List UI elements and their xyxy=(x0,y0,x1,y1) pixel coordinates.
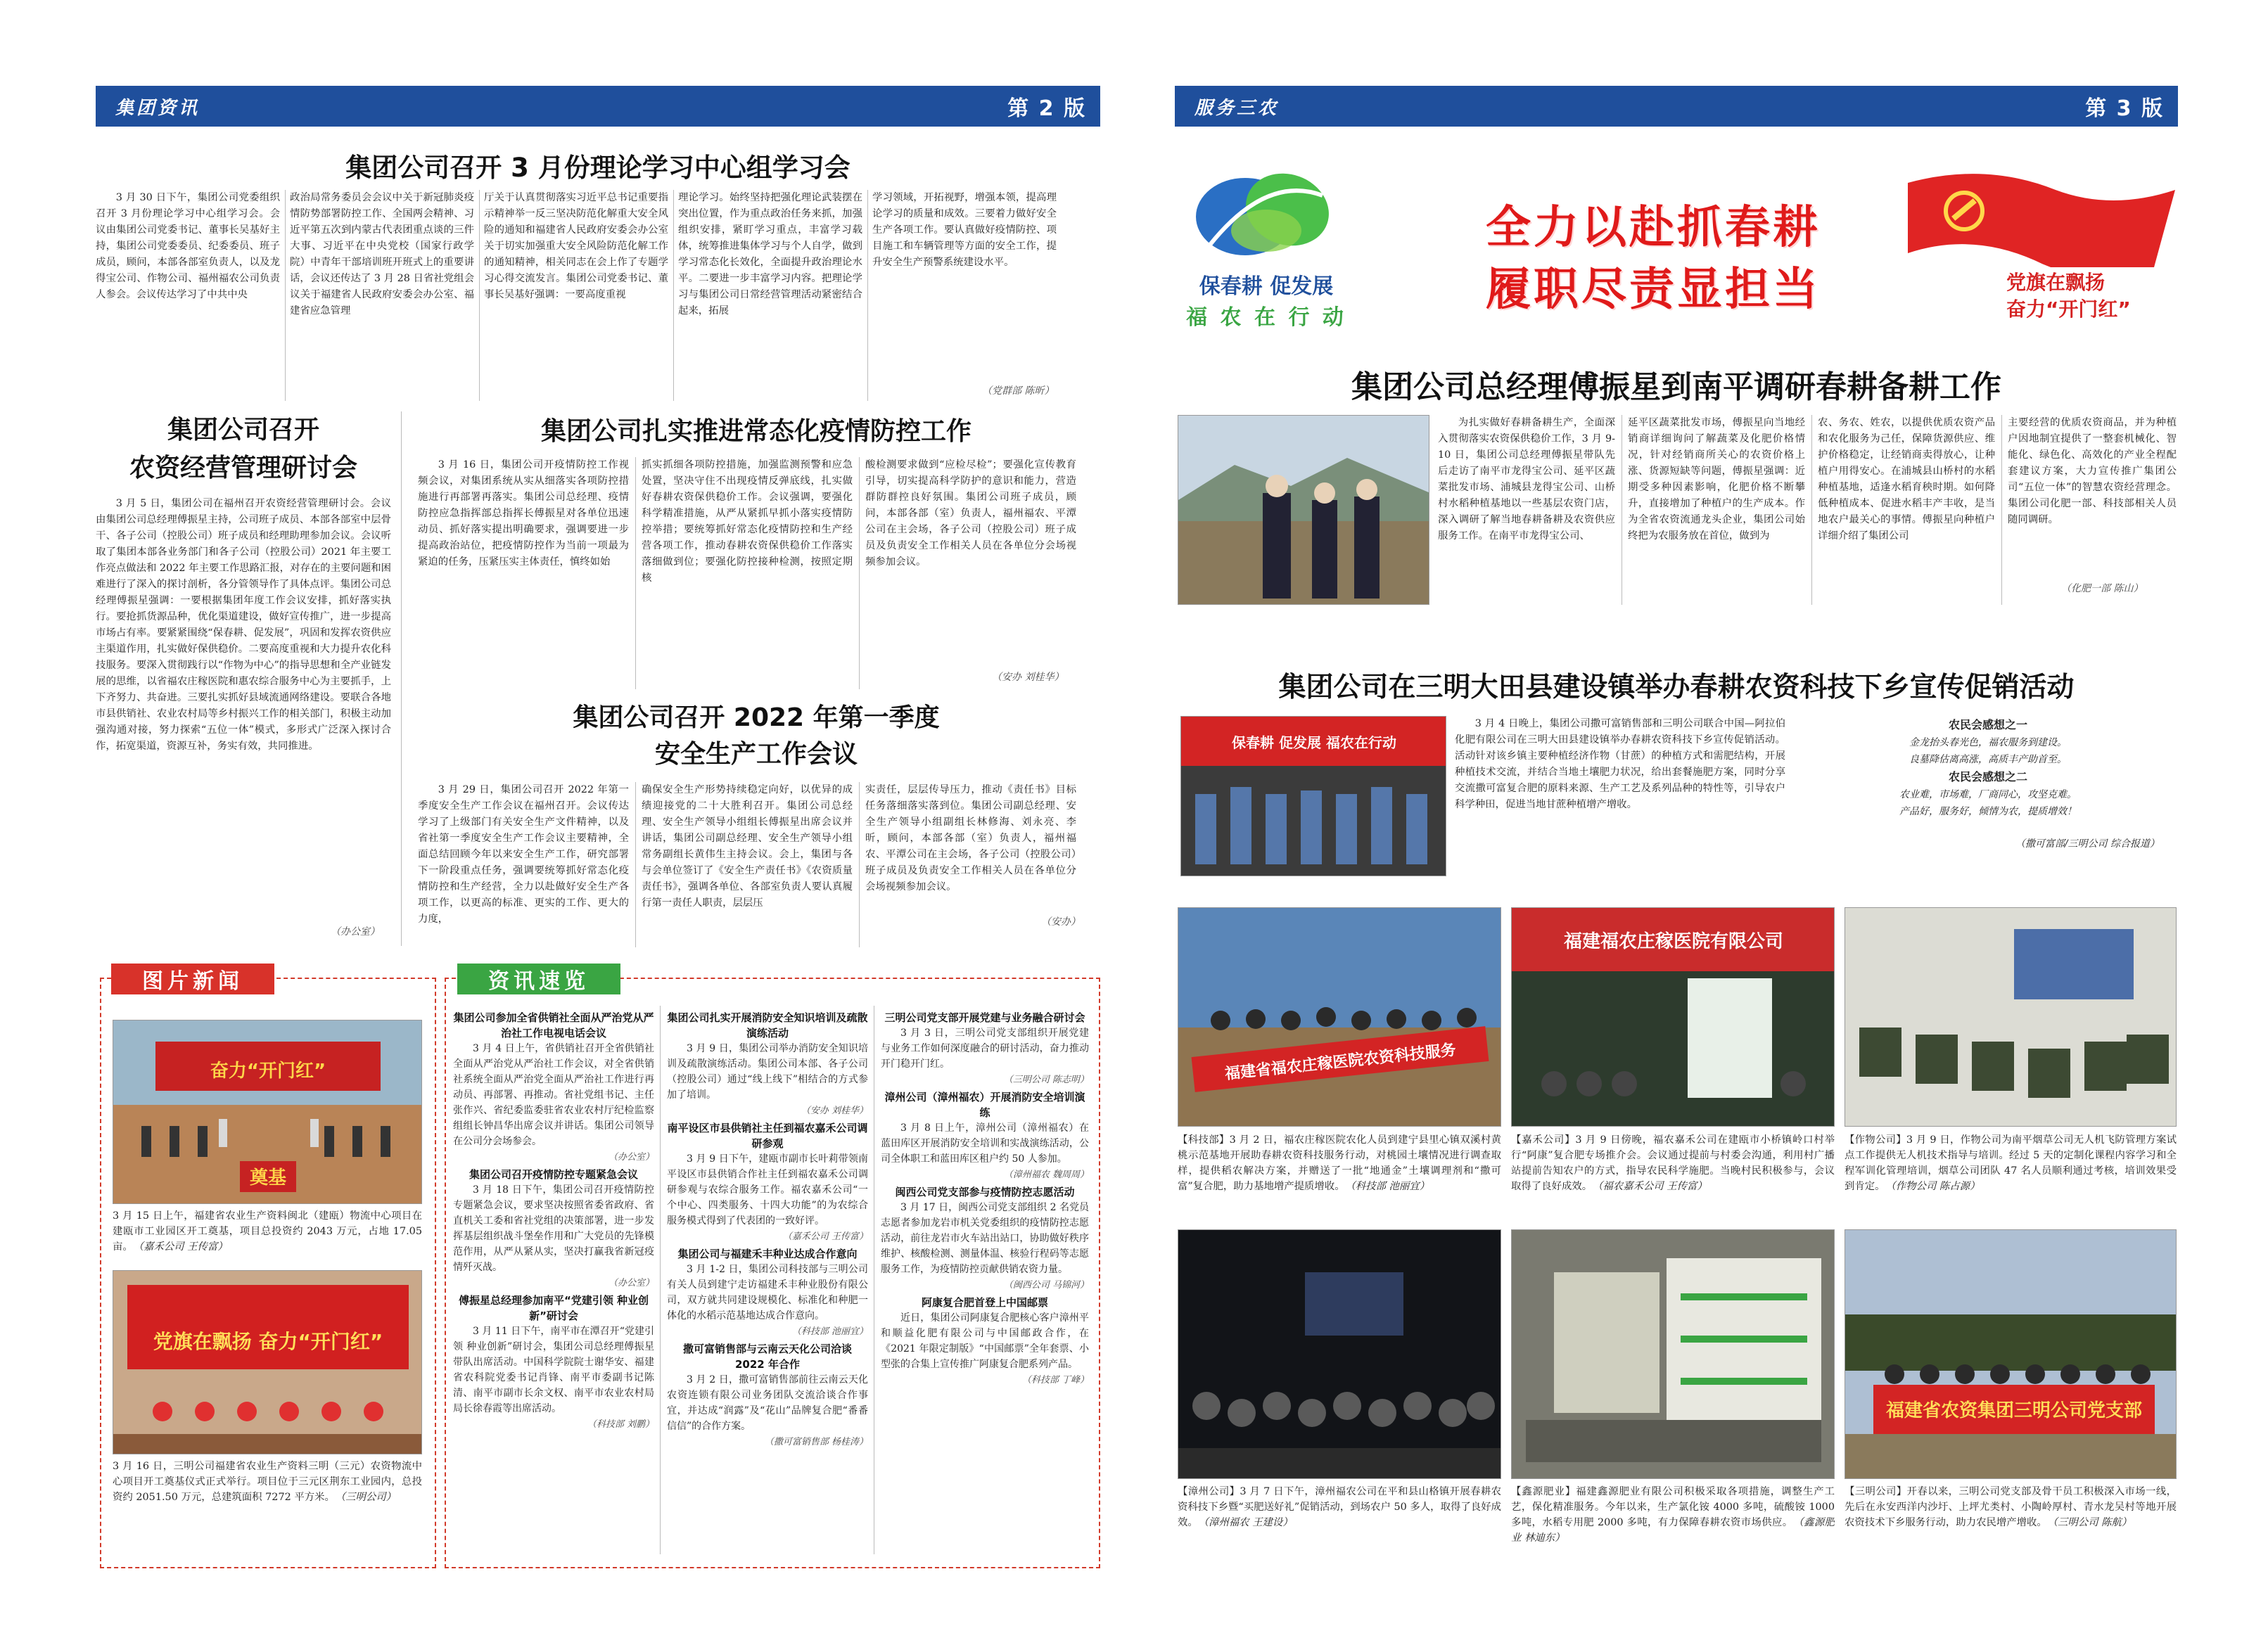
brief-item xyxy=(881,1089,1089,1180)
column-divider xyxy=(673,190,674,401)
caption-signature: （福农嘉禾公司 王传富） xyxy=(1598,1181,1707,1192)
slogan-banner: 履职尽责显担当 xyxy=(1486,264,1821,316)
brief-body: 3 月 1-2 日，集团公司科技部与三明公司有关人员到建宁走访福建禾丰种业股份有限公司，双方就共同建设规模化、标准化和种肥一体化的水稻示范基地达成合作意向。 xyxy=(667,1264,868,1321)
article-headline: 集团公司总经理傅振星到南平调研春耕备耕工作 xyxy=(1351,369,2001,405)
article-body: 3 月 5 日，集团公司在福州召开农资经营管理研讨会。会议由集团公司总经理傅振星主持，公司班子成员、本部各部室中层骨干、各子公司（控股公司）班子成员和经理助理参加会议。会议听取了集团本部各业务部门和各子公司（控股公司）2021 年主要工作亮点做法和 2022 年主要工作思路汇报，对存在的主要问题和困难进行了深入的探讨剖析，各分管领导作了具体点评。集团公司总经理傅振星强调：一要根据集团年度工作会议安排，抓好落实执行。要抢抓货源品种，优化渠道建设，做好宣传推广，进一步提高市场占有率。要紧紧围绕“保春耕、促发展”，巩固和发挥农资供应主渠道作用，扎实做好保供稳价。二要高度重视和大力提升农化科技服务。要深入贯彻践行以“作物为中心”的指导思想和全产业链发展的思维，以省福农庄稼医院和惠农综合服务中心为主要抓手，上下齐努力、共奋进。三要扎实抓好县域流通网络建设。要联合各地市县供销社、农业农村局等乡村振兴工作的相关部门，积极主动加强沟通对接，努力探索“五位一体”模式，多形式广泛深入探讨合作，拓宽渠道，资源互补，务实有效，共同推进。 xyxy=(96,498,391,752)
party-flag-icon xyxy=(1901,162,2182,267)
brief-title: 撒可富销售部与云南云天化公司洽谈 2022 年合作 xyxy=(682,1343,852,1371)
column-divider xyxy=(401,411,402,946)
caption-signature: （漳州福农 王建设） xyxy=(1203,1517,1293,1528)
column-divider xyxy=(635,457,636,689)
brief-body: 3 月 9 日，集团公司举办消防安全知识培训及疏散演练活动。集团公司本部、各子公司（控股公司）通过“线上线下”相结合的方式参加了培训。 xyxy=(667,1043,868,1101)
column-divider xyxy=(859,782,860,947)
briefs-tag: 资讯速览 xyxy=(457,964,620,994)
farmer-poems xyxy=(1799,716,2177,885)
column-divider xyxy=(859,457,860,689)
grid-photo xyxy=(1845,907,2177,1127)
brief-item xyxy=(453,1010,654,1163)
article-signature: （办公室） xyxy=(331,926,380,937)
brief-item xyxy=(667,1120,868,1242)
column-divider xyxy=(660,1006,661,1554)
brief-item xyxy=(453,1167,654,1288)
brief-item xyxy=(881,1010,1089,1085)
grid-caption: 【漳州公司】3 月 7 日下午，漳州福农公司在平和县山格镇开展春耕农资科技下乡暨“买肥送好礼”促销活动，到场农户 50 多人，取得了良好成效。 （漳州福农 王建设） xyxy=(1178,1486,1501,1528)
caption-signature: （三明公司 陈航） xyxy=(2052,1517,2132,1528)
brief-body: 3 月 17 日，闽西公司党支部组织 2 名党员志愿者参加龙岩市机关党委组织的疫情防控志愿活动，前往龙岩市火车站出站口，协助做好秩序维护、核酸检测、测量体温、核验行程码等志愿服务工作，为疫情防控贡献供销农资力量。 xyxy=(881,1202,1089,1275)
groundbreaking-photo xyxy=(113,1020,422,1204)
news-photo xyxy=(113,1020,422,1204)
poem-title: 农民会感想之二 xyxy=(1948,770,2027,783)
article-body: 3 月 16 日，集团公司开疫情防控工作视频会议，对集团系统从实从细落实各项防控措施进行再部署再落实。集团公司总经理、疫情防控应急指挥部总指挥长傅振星对各单位迅速动员、抓好落实提出明确要求，强调要进一步提高政治站位，把疫情防控作为当前一项最为紧迫的任务，压紧压实主体责任，慎终如始 xyxy=(418,459,629,568)
slogan-banner: 全力以赴抓春耕 xyxy=(1486,202,1821,254)
photo-banner: 保春耕 促发展 福农在行动 xyxy=(1232,734,1396,751)
article-body: 厅关于认真贯彻落实习近平总书记重要指示精神举一反三坚决防范化解重大安全风险的通知和福建省人民政府安委会办公室关于切实加强重大安全风险防范化解工作的通知精神，相关同志在会上作了专题学习心得交流发言。集团公司党委书记、董事长吴基好强调：一要高度重视 xyxy=(484,192,668,300)
brief-signature: （办公室） xyxy=(608,1152,654,1163)
brief-signature: （科技部 池丽宜） xyxy=(791,1326,868,1337)
grid-caption: 【作物公司】3 月 9 日，作物公司为南平烟草公司无人机飞防管理方案试点工作提供无人机技术指导与培训。经过 5 天的定制化课程内容学习和全程军训化管理培训，烟草公司团队 47 名人员顺利通过考核，培训效果受到肯定。 （作物公司 陈占源） xyxy=(1845,1134,2177,1192)
grid-caption: 【嘉禾公司】3 月 9 日傍晚，福农嘉禾公司在建瓯市小桥镇岭口村举行“阿康”复合肥专场推介会。会议通过提前与村委会沟通，利用村广播站提前告知农户的方式，指导农民科学施肥。当晚村民积极参与，会议取得了良好成效。 （福农嘉禾公司 王传富） xyxy=(1511,1134,1835,1192)
article-body: 理论学习。始终坚持把强化理论武装摆在突出位置，作为重点政治任务来抓，加强组织安排，紧盯学习重点，丰富学习载体，统筹推进集体学习与个人自学，做到学习常态化长效化，全面提升政治理论水平。二要进一步丰富学习内容。把理论学习与集团公司日常经营管理活动紧密结合起来，拓展 xyxy=(678,192,862,316)
grid-photo xyxy=(1511,1229,1835,1479)
brief-body: 3 月 18 日下午，集团公司召开疫情防控专题紧急会议，要求坚决按照省委省政府、省直机关工委和省社党组的决策部署，进一步发挥基层组织战斗堡垒作用和广大党员的先锋模范作用，从严从紧从实，坚决打赢我省新冠疫情歼灭战。 xyxy=(453,1184,654,1273)
brief-signature: （科技部 丁峰） xyxy=(1021,1375,1089,1385)
brief-title: 漳州公司（漳州福农）开展消防安全培训演练 xyxy=(884,1091,1085,1119)
brief-item xyxy=(667,1246,868,1337)
party-flag-logo xyxy=(1901,162,2182,324)
article-signature: （撒可富部/三明公司 综合报道） xyxy=(2015,838,2160,850)
column-divider xyxy=(635,782,636,947)
poem-line: 金龙抬头春光色，福农服务到建设。 xyxy=(1909,737,2067,748)
page-right xyxy=(1134,0,2268,1645)
article-body: 酸检测要求做到“应检尽检”；要强化宣传教育引导，切实提高科学防护的意识和能力，营造群防群控良好氛围。集团公司班子成员，顾问，本部各部（室）负责人，福州福农、平潭公司在主会场，各子公司（控股公司）班子成员及负责安全工作相关人员在各单位分会场视频参加会议。 xyxy=(865,459,1076,568)
article-body: 政治局常务委员会会议中关于新冠肺炎疫情防势部署防控工作、全国两会精神、习近平第五次到内蒙古代表团重点谈的三件大事、习近平在中央党校（国家行政学院）中青年干部培训班开班式上的重要讲话，会议还传达了 3 月 28 日省社党组会议关于福建省人民政府安委会办公室、福建省应急管理 xyxy=(290,192,474,316)
grid-photo xyxy=(1178,907,1501,1127)
article-body: 延平区蔬菜批发市场，傅振星向当地经销商详细询问了解蔬菜及化肥价格情况，针对经销商所关心的农资价格上涨、货源短缺等问题，傅振星强调：近期受多种因素影响，化肥价格不断攀升，直接增加了种植户的生产成本。作为全省农资流通龙头企业，集团公司始终把为农服务放在首位，做到为 xyxy=(1628,417,1805,542)
article-headline: 集团公司召开 农资经营管理研讨会 xyxy=(129,416,357,482)
brief-signature: （科技部 刘鹏） xyxy=(587,1419,654,1430)
brief-signature: （撒可富销售部 杨桂涛） xyxy=(764,1437,868,1447)
poem-line: 产品好，服务好，倾情为农，提质增效！ xyxy=(1899,806,2077,817)
brief-body: 3 月 2 日，撒可富销售部前往云南云天化农资连锁有限公司业务团队交流洽谈合作事宜，并达成“润露”及“花山”品牌复合肥“番番信信”的合作方案。 xyxy=(667,1374,868,1432)
article-headline: 集团公司召开 3 月份理论学习中心组学习会 xyxy=(345,153,850,183)
party-branch-photo xyxy=(1845,1230,2177,1479)
field-visit-photo xyxy=(1178,416,1429,605)
brief-signature: （漳州福农 魏周周） xyxy=(1003,1170,1089,1180)
photo-news-tag: 图片新闻 xyxy=(111,964,274,994)
briefs-column xyxy=(667,1006,868,1561)
product-promotion-photo xyxy=(1512,908,1835,1127)
article-signature: （党群部 陈昕） xyxy=(982,385,1055,397)
brief-title: 南平设区市县供销社主任到福农嘉禾公司调研参观 xyxy=(667,1122,868,1150)
logo-text: 党旗在飘扬 xyxy=(2006,271,2105,294)
photo-caption: 3 月 15 日上午，福建省农业生产资料闽北（建瓯）物流中心项目在建瓯市工业园区开工奠基，项目总投资约 2043 万元，占地 17.05 亩。 （嘉禾公司 王传富） xyxy=(113,1210,422,1253)
article-signature: （安办） xyxy=(1041,916,1081,928)
brief-body: 3 月 9 日下午，建瓯市副市长叶莉带领南平设区市县供销合作社主任到福农嘉禾公司调研参观与农综合服务工作。福农嘉禾公司“一个中心、四类服务、十四大功能”的为农综合服务模式得到了代表团的一致好评。 xyxy=(667,1153,868,1227)
article-photo xyxy=(1180,716,1446,876)
article-body: 农、务农、姓农，以提供优质农资产品和农化服务为己任，保障货源供应、维护价格稳定，让经销商卖得放心，让种植户用得安心。在浦城县山桥村的水稻种植基地，适逢水稻育秧时期。如何降低种植成本、促进水稻丰产丰收，是当地农户最关心的事情。傅振星向种植户详细介绍了集团公司 xyxy=(1818,417,1995,542)
caption-signature: （作物公司 陈占源） xyxy=(1890,1181,1980,1192)
photo-banner: 福建省农资集团三明公司党支部 xyxy=(1885,1400,2143,1421)
brief-signature: （三明公司 陈志明） xyxy=(1003,1075,1089,1085)
photo-banner: 奠基 xyxy=(249,1167,287,1189)
column-divider xyxy=(2001,415,2002,605)
photo-slogan: 党旗在飘扬 奋力“开门红” xyxy=(153,1330,383,1353)
brief-title: 集团公司召开疫情防控专题紧急会议 xyxy=(469,1168,638,1181)
brief-body: 3 月 4 日上午，省供销社召开全省供销社全面从严治党从严治社工作会议，对全省供销社系统全面从严治党全面从严治社工作进行再动员、再部署、再推动。省社党组书记、主任张作兴、省纪委监委驻省农业农村厅纪检监察组组长钟昌华出席会议并讲话。集团公司领导在公司分会场参会。 xyxy=(453,1043,654,1147)
logo-text: 奋力“开门红” xyxy=(2006,297,2131,321)
caption-signature: （鑫源肥业 林迪东） xyxy=(1511,1517,1835,1544)
brief-title: 傅振星总经理参加南平“党建引领 种业创新”研讨会 xyxy=(458,1294,649,1322)
brief-body: 近日，集团公司阿康复合肥核心客户漳州平和顺益化肥有限公司与中国邮政合作，在《2021 年限定制版》“中国邮票”全年套票、小型张的合集上宣传推广阿康复合肥系列产品。 xyxy=(881,1312,1089,1370)
brief-title: 闽西公司党支部参与疫情防控志愿活动 xyxy=(895,1186,1075,1198)
article-signature: （化肥一部 陈山） xyxy=(2061,583,2143,594)
promotion-event-photo xyxy=(1181,717,1446,876)
article-photo xyxy=(1178,415,1429,605)
caption-signature: （三明公司） xyxy=(340,1492,397,1503)
logo-text: 福 农 在 行 动 xyxy=(1186,305,1346,330)
article-headline: 集团公司在三明大田县建设镇举办春耕农资科技下乡宣传促销活动 xyxy=(1278,672,2075,703)
masthead-left xyxy=(96,86,1100,127)
article-body: 为扎实做好春耕备耕生产，全面深入贯彻落实农资保供稳价工作，3 月 9-10 日，集团公司总经理傅振星带队先后走访了南平市龙得宝公司、延平区蔬菜批发市场、浦城县龙得宝公司、山桥村水稻种植基地以一些基层农资门店，深入调研了解当地春耕备耕及农资供应服务工作。在南平市龙得宝公司、 xyxy=(1438,417,1615,542)
grid-photo xyxy=(1178,1229,1501,1479)
column-name: 集团资讯 xyxy=(115,97,200,119)
brief-title: 集团公司扎实开展消防安全知识培训及疏散演练活动 xyxy=(667,1011,868,1039)
article-headline: 集团公司扎实推进常态化疫情防控工作 xyxy=(540,417,971,446)
brief-signature: （安办 刘桂华） xyxy=(801,1106,868,1116)
poem-line: 农业难，市场难，厂商同心，攻坚克难。 xyxy=(1899,789,2077,800)
brief-body: 3 月 3 日，三明公司党支部组织开展党建与业务工作如何深度融合的研讨活动，奋力推动开门稳开门红。 xyxy=(881,1028,1089,1070)
poem-title: 农民会感想之一 xyxy=(1948,718,2027,731)
brief-signature: （闽西公司 马锦河） xyxy=(1003,1280,1089,1291)
article-body: 实责任，层层传导压力，推动《责任书》目标任务落细落实落到位。集团公司副总经理、安全生产领导小组副组长林修海、刘永亮、李昕，顾问，本部各部（室）负责人，福州福农、平潭公司在主会场，各子公司（控股公司）班子成员及负责安全工作相关人员在各单位分会场视频参加会议。 xyxy=(865,784,1076,892)
grid-caption: 【科技部】3 月 2 日，福农庄稼医院农化人员到建宁县里心镇双溪村黄桃示范基地开展助春耕农资科技服务行动，对桃园土壤情况进行调查取样，提供稻农解决方案，并赠送了一批“地通金”土壤调理剂和“撒可富”复合肥，助力基地增产提质增收。 （科技部 池丽宜） xyxy=(1178,1134,1501,1192)
brief-item xyxy=(881,1295,1089,1385)
photo-banner: 福建福农庄稼医院有限公司 xyxy=(1563,931,1784,952)
brief-title: 集团公司与福建禾丰种业达成合作意向 xyxy=(677,1248,858,1260)
edition-number: 第 3 版 xyxy=(2085,96,2164,121)
briefs-column xyxy=(881,1006,1089,1561)
fuxnong-logo xyxy=(1182,160,1351,330)
column-name: 服务三农 xyxy=(1194,97,1280,119)
brief-title: 集团公司参加全省供销社全面从严治党从严治社工作电视电话会议 xyxy=(453,1011,654,1039)
news-photo xyxy=(113,1270,422,1454)
column-divider xyxy=(479,190,480,401)
grid-caption: 【鑫源肥业】福建鑫源肥业有限公司积极采取各项措施，调整生产工艺，保化精准服务。今年以来，生产氯化铵 4000 多吨，硫酸铵 1000 多吨，水稻专用肥 2000 多吨，有力保障春耕农资市场供应。 （鑫源肥业 林迪东） xyxy=(1511,1486,1835,1544)
article-body: 3 月 30 日下午，集团公司党委组织召开 3 月份理论学习中心组学习会。会议由集团公司党委书记、董事长吴基好主持，集团公司党委委员、纪委委员、班子成员，顾问，本部各部室负责人，以及龙得宝公司、作物公司、福州福农公司负责人参会。会议传达学习了中共中央 xyxy=(96,192,280,300)
brief-item xyxy=(881,1184,1089,1291)
night-promotion-photo xyxy=(1178,1230,1501,1479)
brief-title: 三明公司党支部开展党建与业务融合研讨会 xyxy=(884,1011,1085,1024)
photo-caption: 3 月 16 日，三明公司福建省农业生产资料三明（三元）农资物流中心项目开工奠基仪式正式举行。项目位于三元区荆东工业园内，总投资约 2051.50 万元，总建筑面积 7272 平方米。 （三明公司） xyxy=(113,1461,422,1503)
photo-banner: 福建省福农庄稼医院农资科技服务 xyxy=(1224,1041,1457,1084)
brief-title: 阿康复合肥首登上中国邮票 xyxy=(921,1296,1048,1309)
brief-item xyxy=(667,1010,868,1116)
column-divider xyxy=(285,190,286,401)
article-body: 学习领域，开拓视野，增强本领，提高理论学习的质量和成效。三要着力做好安全生产各项工作。要认真做好疫情防控、项目施工和车辆管理等方面的安全工作，提升安全生产预警系统建设水平。 xyxy=(872,192,1057,268)
article-body: 抓实抓细各项防控措施，加强监测预警和应急处置，坚决守住不出现疫情反弹底线，扎实做好春耕农资保供稳价工作。会议强调，要强化科学精准措施，从严从紧抓早抓小落实疫情防控举措；要统筹抓好常态化疫情防控和生产经营各项工作，推动春耕农资保供稳价工作落实落细做到位；要强化防控接种检测，按照定期核 xyxy=(642,459,853,584)
caption-signature: （嘉禾公司 王传富） xyxy=(138,1241,228,1253)
article-body: 3 月 29 日，集团公司召开 2022 年第一季度安全生产工作会议在福州召开。会议传达学习了上级部门有关安全生产文件精神，以及省社第一季度安全生产工作会议主要精神，全面总结回顾今年以来安全生产工作，研究部署下一阶段重点任务，强调要统筹抓好常态化疫情防控和生产经营，全力以赴做好安全生产各项工作，以更高的标准、更实的工作、更大的力度， xyxy=(418,784,629,925)
masthead-right xyxy=(1175,86,2178,127)
brief-item xyxy=(667,1341,868,1447)
poem-line: 良墓降估离高涨，高质丰产助首至。 xyxy=(1909,754,2067,765)
briefs-column xyxy=(453,1006,654,1561)
brief-body: 3 月 8 日上午，漳州公司（漳州福农）在蓝田库区开展消防安全培训和实战演练活动，公司全体职工和蓝田库区租户约 50 人参加。 xyxy=(881,1122,1089,1165)
photo-slogan: 奋力“开门红” xyxy=(210,1061,326,1082)
brief-signature: （嘉禾公司 王传富） xyxy=(782,1231,868,1242)
grid-caption: 【三明公司】开春以来，三明公司党支部及骨干员工积极深入市场一线，先后在永安西洋内沙圩、上坪尤类村、小陶岭厚村、青水龙吴村等地开展农资技术下乡服务行动，助力农民增产增收。 （三明公司 陈航） xyxy=(1845,1486,2177,1528)
caption-signature: （科技部 池丽宜） xyxy=(1350,1181,1430,1192)
column-divider xyxy=(1811,415,1812,605)
grid-photo xyxy=(1511,907,1835,1127)
article-signature: （安办 刘桂华） xyxy=(992,672,1064,683)
article-body: 主要经营的优质农资商品，并为种植户因地制宜提供了一整套机械化、智能化、绿色化、高效化的产业全程配套建议方案，大力宣传推广集团公司“五位一体”的智慧农资经营理念。集团公司化肥一部、科技部相关人员随同调研。 xyxy=(2008,417,2177,525)
brief-body: 3 月 11 日下午，南平市在潭召开“党建引领 种业创新”研讨会，集团公司总经理傅振星带队出席活动。中国科学院院士谢华安、福建省农科院党委书记肖锋、南平市委副书记陈清、南平市副市长余文权、南平市农业农村局局长徐春霞等出席活动。 xyxy=(453,1326,654,1414)
edition-number: 第 2 版 xyxy=(1007,96,1086,121)
field-service-photo xyxy=(1178,908,1501,1127)
drone-training-photo xyxy=(1845,908,2177,1127)
logo-text: 保春耕 促发展 xyxy=(1199,274,1334,299)
article-body: 3 月 4 日晚上，集团公司撒可富销售部和三明公司联合中国—阿拉伯化肥有限公司在三明大田县建设镇举办春耕农资科技下乡宣传促销活动。活动针对该乡镇主要种植经济作物（甘蔗）的种植方式和需肥结构，开展种植技术交流，并结合当地土壤肥力状况，给出套餐施肥方案，同时分享交流撒可富复合肥的原料来源、生产工艺及系列品种的特性等，引导农户科学种田，促进当地甘蔗种植增产增收。 xyxy=(1455,718,1785,810)
brief-item xyxy=(453,1293,654,1430)
column-divider xyxy=(867,190,868,401)
brief-signature: （办公室） xyxy=(608,1278,654,1288)
ceremony-photo xyxy=(113,1271,422,1454)
leaf-logo-icon xyxy=(1182,160,1351,266)
article-body: 确保安全生产形势持续稳定向好，以优异的成绩迎接党的二十大胜利召开。集团公司总经理、安全生产领导小组组长傅振星出席会议并讲话，集团公司副总经理、安全生产领导小组常务副组长黄伟生主持会议。会上，集团与各与会单位签订了《安全生产责任书》《农资质量责任书》，强调各单位、各部室负责人要认真履行第一责任人职责，层层压 xyxy=(642,784,853,909)
article-headline: 集团公司召开 2022 年第一季度 安全生产工作会议 xyxy=(573,703,940,769)
grid-photo xyxy=(1845,1229,2177,1479)
fertilizer-loading-photo xyxy=(1512,1230,1835,1479)
